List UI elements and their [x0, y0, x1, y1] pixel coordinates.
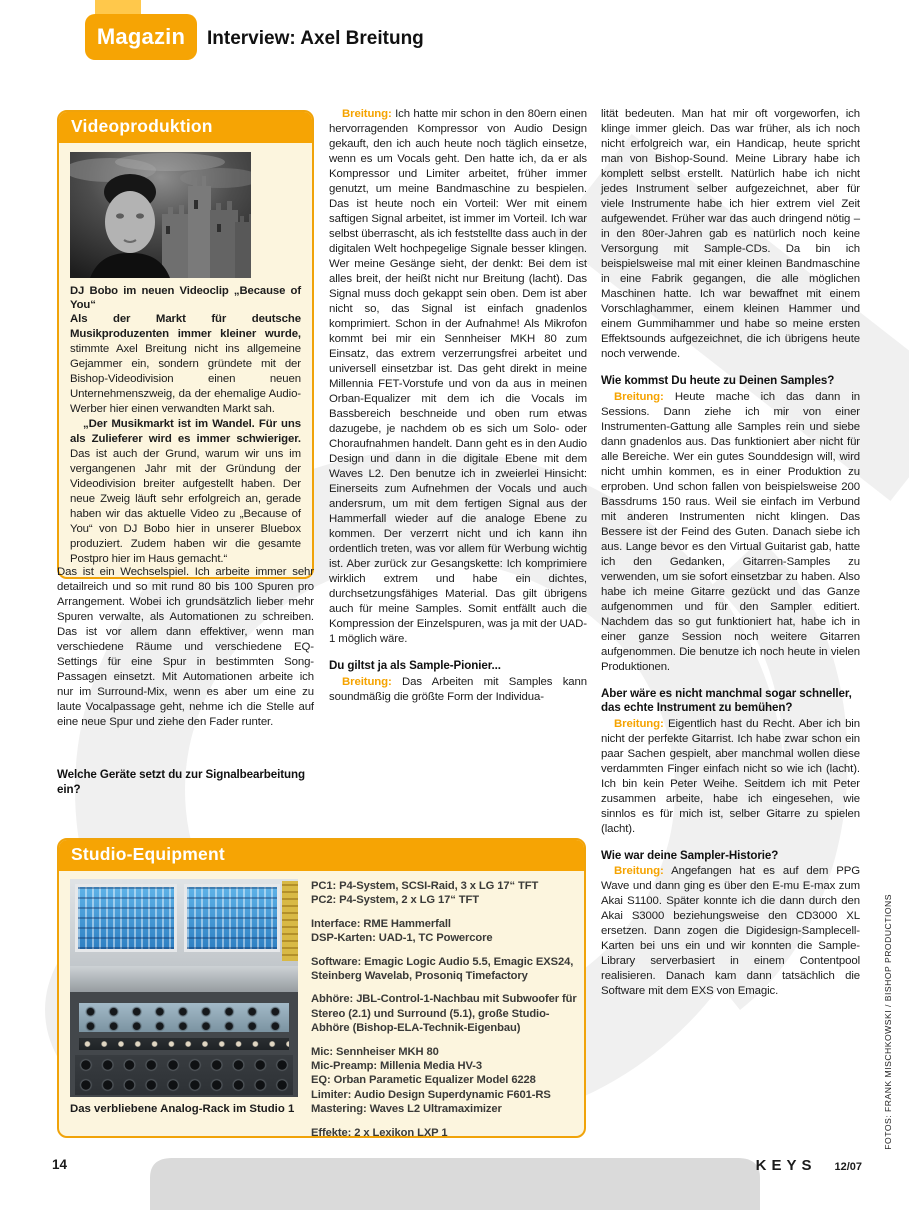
equipment-group-interface	[311, 917, 577, 946]
tab-top-strip	[95, 0, 141, 15]
videoproduction-box-body	[59, 143, 312, 577]
video-photo-caption: DJ Bobo im neuen Videoclip „Because of You“	[70, 285, 301, 311]
equipment-line: Effekte: 2 x Lexikon LXP 1	[311, 1126, 448, 1138]
studio-equipment-box-title: Studio-Equipment	[59, 840, 584, 871]
equipment-line: Abhöre: JBL-Control-1-Nachbau mit Subwoofer für Stereo (2.1) und Surround (5.1), große Studio-Abhöre (Bishop-ELA-Technik-Eigenbau)	[311, 993, 577, 1035]
equipment-group-effects	[311, 1126, 577, 1138]
answer-sessions	[601, 390, 860, 675]
equipment-group-pc	[311, 879, 577, 908]
mixer-screen-right	[184, 884, 280, 952]
page-header-title: Interview: Axel Breitung	[207, 28, 424, 49]
video-para1-lead: Als der Markt für deutsche Musikproduzenten immer kleiner wurde,	[70, 313, 301, 340]
magazin-tab-label: Magazin	[96, 24, 186, 49]
left-answer-paragraph: Das ist ein Wechselspiel. Ich arbeite immer sehr detailreich und so mit rund 80 bis 100 Spuren pro Arrangement. Wobei ich grundsätzlich lieber mehr Spuren verwalte, als Automationen zu schreiben. Das ist vor allem dann effektiver, wenn man verschiedene Räume und verschiedene EQ-Settings für eine Spur in bestimmten Song-Passagen einsetzt. Mit Automationen arbeite ich nur im Surround-Mix, wenn es aber um eine zu laute Vocalpassage geht, nehme ich die Stelle auf eine neue Spur und ziehe den Fader runter.	[57, 566, 314, 728]
video-box-paragraph-2	[70, 417, 301, 567]
issue-number: 12/07	[834, 1161, 862, 1173]
videoproduction-box-title: Videoproduktion	[59, 112, 312, 143]
magazin-tab	[85, 14, 197, 60]
equipment-line: PC2: P4-System, 2 x LG 17“ TFT	[311, 894, 479, 907]
answer-samples-continued: lität bedeuten. Man hat mir oft vorgeworfen, ich klinge immer gleich. Das war früher, als ich noch nicht erfolgreich war, ein Handicap, heute spricht man von Bishop-Sound. Meine Library habe ich komplett selbst erstellt. Natürlich habe ich nicht jedes Instrument selber aufgezeichnet, aber für viele Instrumente habe ich hier extrem viel Zeit aufgewendet. Früher war das auch dringend nötig – in den 80er-Jahren gab es natürlich noch keine Versorgung mit Sample-CDs. Da bin ich beispielsweise mal mit einer kleinen Bandmaschine in eine Fabrik gegangen, die alle möglichen Maschinen hatte. Ich war bewaffnet mit einem Vorschlaghammer, einem kleinen Hammer und einem Gummihammer und habe so meine ersten Effektsounds aufgezeichnet, die ich übrigens heute noch verwende.	[601, 108, 860, 360]
column-right	[601, 107, 860, 999]
equipment-line: Interface: RME Hammerfall	[311, 917, 451, 930]
answer-sampler-historie	[601, 864, 860, 999]
studio-photo-desk	[70, 966, 298, 992]
studio-equipment-body	[59, 871, 584, 1138]
video-para1-text: stimmte Axel Breitung nicht ins allgemeine Gejammer ein, sondern gründete mit der Bishop-Videodivision einen neuen Unternehmenszweig, da der ehemalige Audio-Werber hier einen verwandten Markt sah.	[70, 343, 301, 415]
page-number: 14	[52, 1157, 68, 1172]
photo-credit: FOTOS: FRANK MISCHKOWSKI / BISHOP PRODUCTIONS	[883, 894, 893, 1150]
equipment-line: EQ: Orban Parametic Equalizer Model 6228	[311, 1074, 536, 1087]
yellow-book	[282, 881, 298, 961]
videoproduction-box	[57, 110, 314, 579]
studio-equipment-box	[57, 838, 586, 1138]
video-box-paragraph-1	[70, 312, 301, 417]
video-para2-text: Das ist auch der Grund, warum wir uns im vergangenen Jahr mit der Gründung der Videodivision breiter aufgestellt haben. Der neue Zweig läuft sehr erfolgreich an, gerade haben wir das aktuelle Video zu „Because of You“ von DJ Bobo hier in unserer Bluebox produziert. Zudem haben wir die gesamte Postpro hier im Haus gemacht.“	[70, 448, 301, 565]
rack-row-buttons	[79, 1038, 289, 1050]
speaker-label: Breitung:	[614, 390, 664, 403]
answer-gitarrist	[601, 717, 860, 837]
answer-samples-start	[329, 675, 587, 705]
video-para2-lead: „Der Musikmarkt ist im Wandel. Für uns als Zulieferer wird es immer schwieriger.	[70, 418, 301, 445]
rack-row-knobs	[75, 1055, 294, 1095]
footer-right	[756, 1157, 862, 1174]
speaker-label: Breitung:	[342, 675, 392, 688]
studio-rack-photo	[70, 879, 298, 1097]
speaker-label: Breitung:	[342, 108, 392, 120]
dj-bobo-photo	[70, 152, 251, 278]
rack-row-eq-knobs	[79, 1003, 289, 1032]
equipment-line: DSP-Karten: UAD-1, TC Powercore	[311, 932, 493, 945]
equipment-group-signalchain	[311, 1045, 577, 1117]
answer-kompressor-text: Ich hatte mir schon in den 80ern einen hervorragenden Kompressor von Audio Design gekauft, den ich auch heute noch täglich einsetze, wenn es um Vocals geht. Den hatte ich, da er als Kompressor und Limiter arbeitet, früher immer genutzt, um meine Bandmaschine zu bespielen. Das ist heute noch ein Vorteil: Wer mit einem saftigen Signal arbeitet, ist immer im Vorteil. Ich war selbst überrascht, als ich feststellte dass auch in der digitalen Welt hochpegelige Signale besser klingen. Wer meine Gesänge sieht, der denkt: Bei dem ist alles breit, der heißt nicht nur Breitung (lacht). Das Signal muss doch gekappt sein oben. Dem ist aber nicht so, das Signal ist einfach gnadenlos komprimiert. Schon in der Aufnahme! Als Mikrofon kommt bei mir ein Sennheiser MKH 80 zum Einsatz, das extrem verzerrungsfrei arbeitet und universell einsetzbar ist. Das geht direkt in meine Millennia FET-Vorstufe und von da aus in meinen Orban-Equalizer mit dem ich die Vocals im Bassbereich beschneide und oben rum etwas dazugebe, je nachdem ob es sich um Solo- oder Choraufnahmen handelt. Dann geht es in den Audio Design und dann in die digitale Ebene mit dem Waves L2. Den benutze ich in zweierlei Hinsicht: Einerseits zum Aufnehmen der Vocals und auch andersrum, um mit dem fertigen Signal aus der Hammerfall wieder auf die analoge Ebene zu kommen. Der verzerrt nicht und ich kann ihn ordentlich treten, was vor allem für Werbung wichtig ist. Aber zurück zur Gesangskette: Ich komprimiere wirklich extrem und habe ein dichtes, durchsetzungsfähiges Material. Das gilt übrigens auch für meine Samples. Somit entfällt auch die Kompression der Einzelspuren, was ja mit der UAD-1 möglich wäre.	[329, 108, 587, 645]
answer-samples-start-text: Das Arbeiten mit Samples kann soundmäßig die größte Form der Individua-	[329, 675, 587, 703]
speaker-label: Breitung:	[614, 717, 664, 730]
studio-photo-wall	[70, 879, 298, 966]
equipment-line: Limiter: Audio Design Superdynamic F601-RS	[311, 1088, 551, 1101]
equipment-list	[311, 879, 577, 1138]
equipment-line: Mic-Preamp: Millenia Media HV-3	[311, 1060, 482, 1073]
question-echtes-instrument: Aber wäre es nicht manchmal sogar schneller, das echte Instrument zu bemühen?	[601, 686, 852, 714]
analog-rack	[70, 992, 298, 1097]
answer-sampler-historie-text: Angefangen hat es auf dem PPG Wave und dann ging es über den E-mu E-max zum Akai S1100. Später konnte ich die dann durch den Akai S3000 beziehungsweise den CD3000 XL ersetzen. Dann zogen die Digidesign-Samplecell-Karten bei uns ein und wir konnten die Sample-Library serverbasiert in einem Contentpool realisieren. Danach kam dann tatsächlich die Software mit dem EXS von Emagic.	[601, 865, 861, 997]
equipment-group-software	[311, 955, 577, 984]
equipment-line: Software: Emagic Logic Audio 5.5, Emagic EXS24, Steinberg Wavelab, Prosoniq Timefactory	[311, 955, 574, 983]
column-middle	[329, 107, 587, 705]
equipment-line: Mastering: Waves L2 Ultramaximizer	[311, 1103, 502, 1116]
question-sample-pionier: Du giltst ja als Sample-Pionier...	[329, 659, 501, 672]
question-signalbearbeitung: Welche Geräte setzt du zur Signalbearbeitung ein?	[57, 768, 305, 796]
answer-sessions-text: Heute mache ich das dann in Sessions. Dann ziehe ich mir von einer Instrumenten-Gattung alle Samples rein und siebe dann gnadenlos aus. Das funktioniert aber nicht für alle Bereiche. Wer ein gutes Sounddesign will, wird nicht umhin kommen, es in einer Produktion zu erproben. Und schon fallen von beispielsweise 200 Bassdrums 150 raus. Weil sie einfach im Verbund mit anderen Instrumenten nicht klingen. Das Bessere ist der Feind des Guten. Danach siebe ich aus. Lange bevor es den Virtual Guitarist gab, hatte ich den Gedanken, Gitarren-Samples zu verwenden, um sie sofort einsetzbar zu haben. Also habe ich meine Gitarre gezückt und das Ganze aufgenommen und für den Sampler editiert. Nachdem das so gut funktioniert hat, habe ich in einer ganze Session noch weitere Gitarren aufgenommen. Die benutze ich noch heute in vielen Produktionen.	[601, 390, 860, 673]
magazine-logo: KEYS	[755, 1157, 817, 1174]
speaker-label: Breitung:	[614, 865, 664, 877]
answer-kompressor	[329, 107, 587, 647]
answer-gitarrist-text: Eigentlich hast du Recht. Aber ich bin nicht der perfekte Gitarrist. Ich habe zwar schon ein paar Sachen gespielt, aber manchmal wollen diese verdammten Finger einfach nicht so wie ich (lacht). Ich bin kein Peter Weihe. Seitdem ich mit Peter zusammen arbeite, habe ich eingesehen, wie sinnlos es für mich ist, selber Gitarre zu spielen (lacht).	[601, 717, 860, 835]
studio-photo-caption: Das verbliebene Analog-Rack im Studio 1	[70, 1103, 295, 1115]
equipment-group-abhoere	[311, 992, 577, 1035]
column-left	[57, 565, 314, 798]
equipment-line: PC1: P4-System, SCSI-Raid, 3 x LG 17“ TFT	[311, 880, 539, 892]
question-sampler-historie: Wie war deine Sampler-Historie?	[601, 848, 779, 862]
equipment-line: Mic: Sennheiser MKH 80	[311, 1045, 439, 1058]
mixer-screen-left	[75, 884, 178, 952]
question-heute-samples: Wie kommst Du heute zu Deinen Samples?	[601, 374, 835, 387]
